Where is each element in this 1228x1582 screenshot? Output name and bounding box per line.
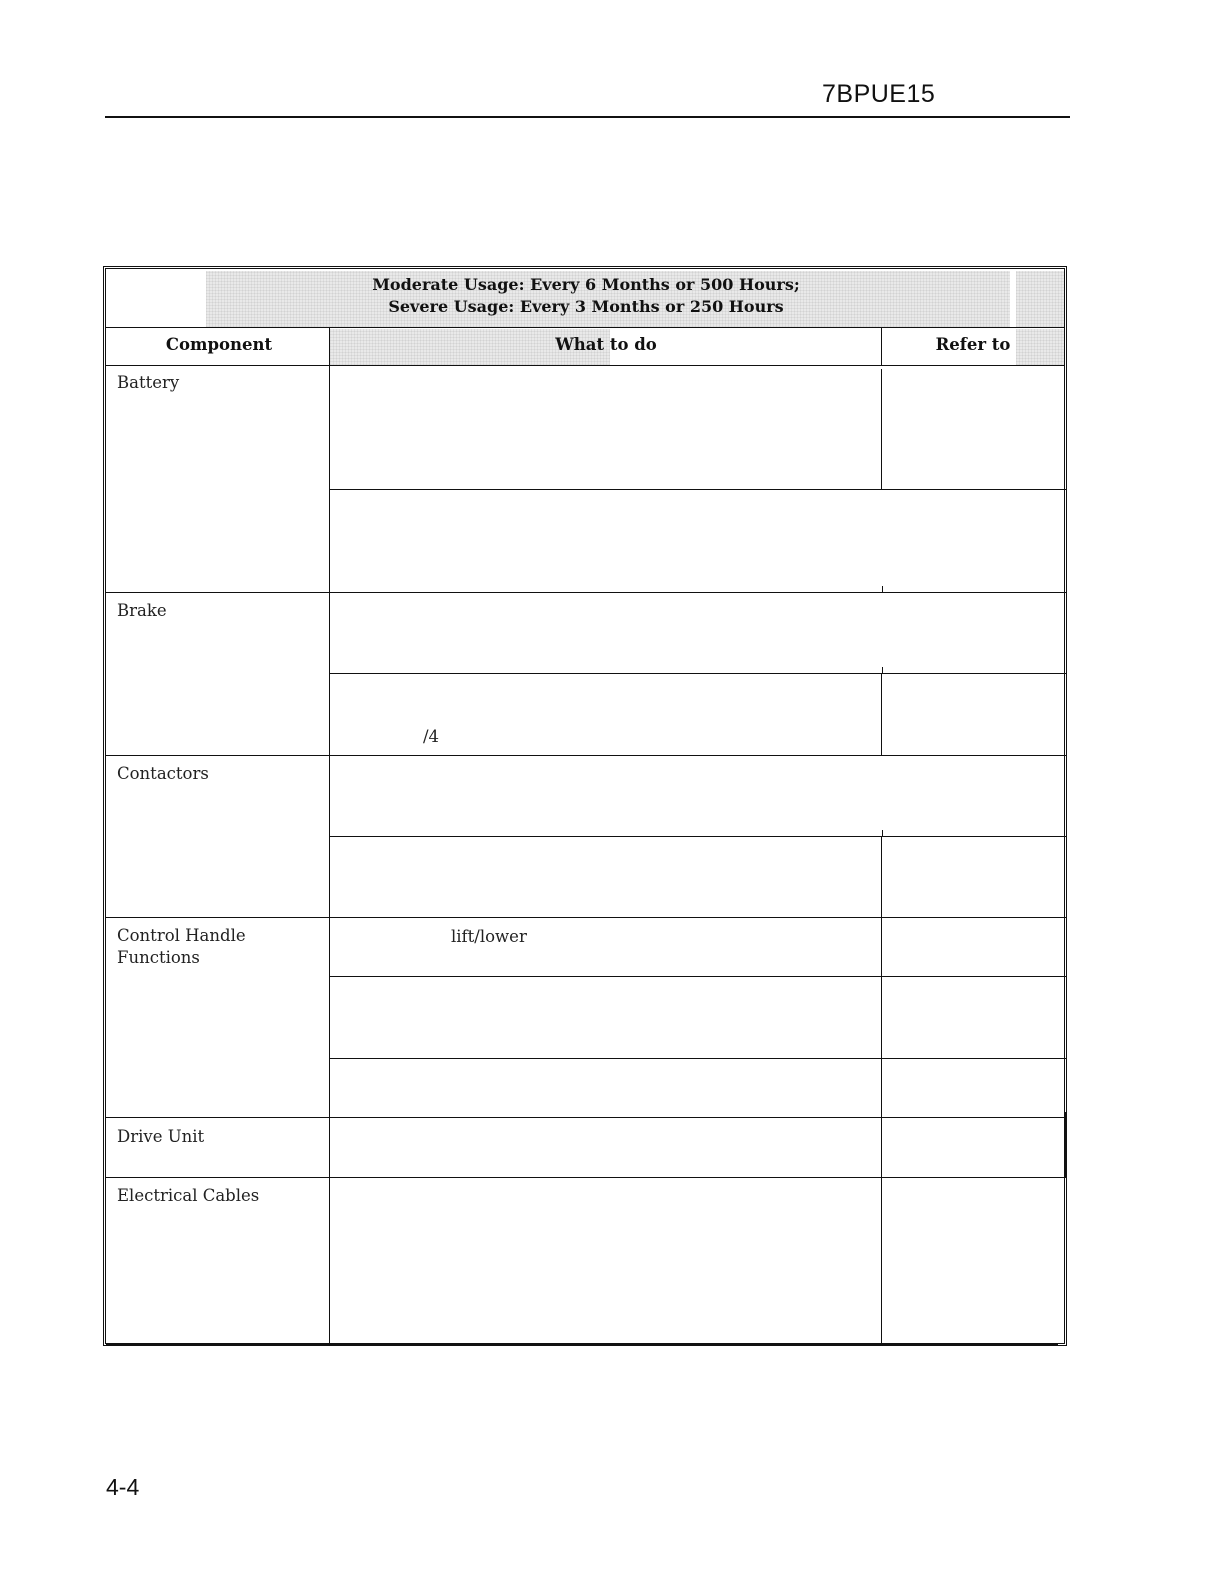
edge-tick: [1066, 749, 1067, 757]
column-divider-refer: [881, 369, 882, 490]
edge-tick: [1066, 1053, 1067, 1061]
edge-tick: [1066, 970, 1067, 978]
table-bottom-rule: [106, 1344, 1058, 1345]
brake-fraction-text: /4: [423, 727, 440, 746]
component-contactors: Contactors: [117, 764, 209, 783]
column-divider-refer: [881, 836, 882, 1346]
usage-banner-severe: Severe Usage: Every 3 Months or 250 Hours: [388, 297, 784, 316]
edge-tick: [882, 586, 883, 592]
edge-tick: [882, 667, 883, 673]
row-rule: [330, 976, 1066, 977]
component-drive-unit: Drive Unit: [117, 1127, 205, 1146]
column-header-what-to-do: What to do: [555, 335, 657, 354]
edge-tick: [882, 830, 883, 836]
row-rule: [106, 1117, 1066, 1118]
usage-banner-moderate: Moderate Usage: Every 6 Months or 500 Hours;: [372, 275, 800, 294]
page-number: 4-4: [106, 1474, 140, 1500]
edge-tick: [1066, 668, 1067, 676]
row-rule: [106, 592, 1066, 593]
banner-shade-right: [1016, 271, 1064, 327]
row-rule: [330, 673, 1066, 674]
document-code: 7BPUE15: [822, 80, 936, 108]
column-divider-refer: [881, 673, 882, 755]
row-rule: [330, 836, 1066, 837]
heading-bottom-rule: [106, 365, 1064, 366]
component-control-handle-functions: Functions: [117, 948, 200, 967]
column-header-refer-to: Refer to: [935, 335, 1011, 354]
banner-bottom-rule: [106, 327, 1064, 328]
column-header-component: Component: [165, 335, 273, 354]
row-rule: [330, 489, 1066, 490]
row-rule: [106, 917, 1066, 918]
lift-lower-text: lift/lower: [451, 927, 527, 946]
edge-tick: [1066, 483, 1067, 491]
edge-tick: [1066, 586, 1067, 594]
row-rule: [106, 1177, 1066, 1178]
header-rule: [105, 116, 1070, 118]
column-divider-component: [329, 327, 330, 1346]
column-divider-refer: [881, 327, 882, 365]
row-rule: [330, 1058, 1066, 1059]
table-frame: [103, 266, 1067, 1346]
component-electrical-cables: Electrical Cables: [117, 1186, 260, 1205]
component-brake: Brake: [117, 601, 167, 620]
edge-tick: [1066, 830, 1067, 838]
component-control-handle: Control Handle: [117, 926, 246, 945]
row-rule: [106, 755, 1066, 756]
component-battery: Battery: [117, 373, 180, 392]
edge-tick: [1066, 912, 1067, 920]
drive-unit-right-edge: [1064, 1112, 1067, 1178]
